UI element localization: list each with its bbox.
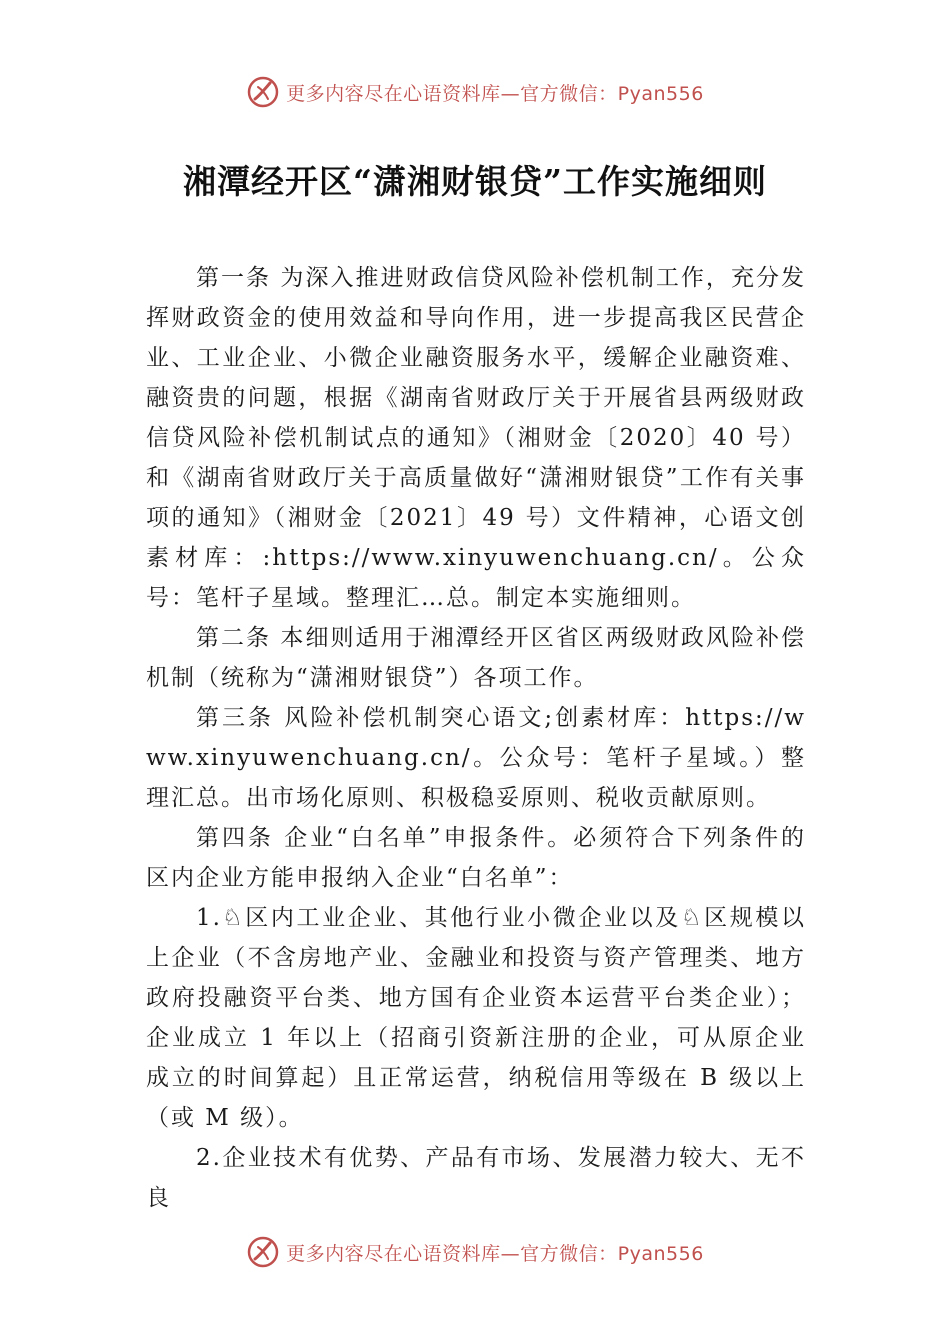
document-title: 湘潭经开区“潇湘财银贷”工作实施细则 (183, 162, 767, 201)
watermark-text: 更多内容尽在心语资料库—官方微信：Pyan556 (286, 82, 704, 105)
article-3-paragraph: 第三条 风险补偿机制突心语文;创素材库：https://www.xinyuwenchuang.cn/。公众号：笔杆子星域。）整理汇总。出市场化原则、积极稳妥原则、税收贡献原则。 (146, 705, 806, 811)
article-2-paragraph: 第二条 本细则适用于湘潭经开区省区两级财政风险补偿机制（统称为“潇湘财银贷”）各项工作。 (146, 625, 806, 691)
watermark-text: 更多内容尽在心语资料库—官方微信：Pyan556 (286, 1242, 704, 1265)
watermark-footer (0, 1230, 950, 1274)
brush-circle-logo-icon (246, 1235, 280, 1269)
brush-circle-logo-icon (246, 75, 280, 109)
article-4-paragraph: 第四条 企业“白名单”申报条件。必须符合下列条件的区内企业方能申报纳入企业“白名单”： (146, 825, 806, 891)
article-4-item-1: 1.♘区内工业企业、其他行业小微企业以及♘区规模以上企业（不含房地产业、金融业和投资与资产管理类、地方政府投融资平台类、地方国有企业资本运营平台类企业）；企业成立 1 年以上（招商引资新注册的企业，可从原企业成立的时间算起）且正常运营，纳税信用等级在 B 级以上（或 M 级）。 (146, 905, 806, 1131)
document-body (146, 258, 806, 1218)
watermark-header (0, 70, 950, 114)
article-1-paragraph: 第一条 为深入推进财政信贷风险补偿机制工作，充分发挥财政资金的使用效益和导向作用，进一步提高我区民营企业、工业企业、小微企业融资服务水平，缓解企业融资难、融资贵的问题，根据《湖南省财政厅关于开展省县两级财政信贷风险补偿机制试点的通知》（湘财金〔2020〕40 号）和《湖南省财政厅关于高质量做好“潇湘财银贷”工作有关事项的通知》（湘财金〔2021〕49 号）文件精神，心语文创素材库：:https://www.xinyuwenchuang.cn/。公众号：笔杆子星域。整理汇…总。制定本实施细则。 (146, 265, 806, 611)
article-4-item-2: 2.企业技术有优势、产品有市场、发展潜力较大、无不良 (146, 1145, 806, 1211)
